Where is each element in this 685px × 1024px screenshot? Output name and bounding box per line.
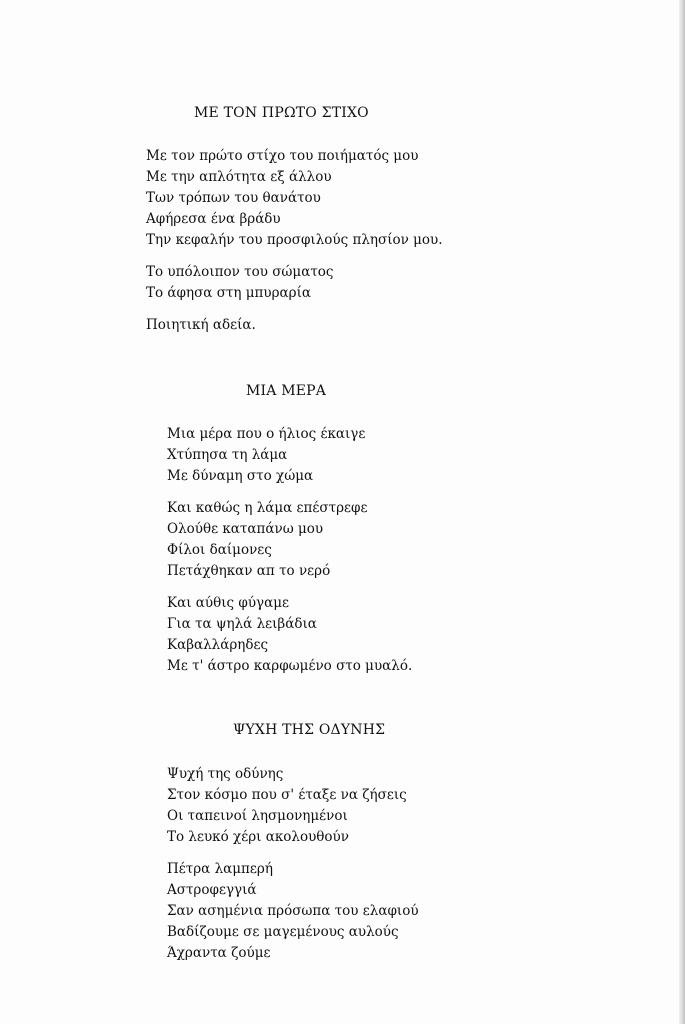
poem-line: Με την απλότητα εξ άλλου bbox=[146, 169, 332, 185]
poem-title: ΜΕ ΤΟΝ ΠΡΩΤΟ ΣΤΙΧΟ bbox=[194, 105, 369, 121]
poem-line: Το λευκό χέρι ακολουθούν bbox=[167, 829, 349, 845]
stanza bbox=[167, 859, 419, 964]
poem-line: Το υπόλοιπον του σώματος bbox=[146, 264, 334, 280]
poem-line: Την κεφαλήν του προσφιλούς πλησίον μου. bbox=[146, 232, 443, 248]
poem-line: Άχραντα ζούμε bbox=[167, 945, 271, 961]
poem-line: Με δύναμη στο χώμα bbox=[167, 468, 314, 484]
stanza bbox=[146, 315, 443, 336]
poem-line: Πέτρα λαμπερή bbox=[167, 861, 273, 877]
poem-line: Στον κόσμο που σ' έταξε να ζήσεις bbox=[167, 787, 407, 803]
stanza bbox=[167, 424, 412, 487]
poem-line: Μια μέρα που ο ήλιος έκαιγε bbox=[167, 426, 366, 442]
poem-line: Και αύθις φύγαμε bbox=[167, 595, 289, 611]
poem-body bbox=[167, 764, 419, 975]
poem-line: Ποιητική αδεία. bbox=[146, 317, 256, 333]
stanza bbox=[146, 262, 443, 304]
poem-line: Με τ' άστρο καρφωμένο στο μυαλό. bbox=[167, 658, 413, 674]
poem-line: Χτύπησα τη λάμα bbox=[167, 447, 288, 463]
stanza bbox=[167, 764, 419, 848]
poem-line: Με τον πρώτο στίχο του ποιήματός μου bbox=[146, 148, 419, 164]
poem-line: Αφήρεσα ένα βράδυ bbox=[146, 211, 281, 227]
page-edge-shadow bbox=[679, 0, 685, 1024]
poem-line: Φίλοι δαίμονες bbox=[167, 542, 272, 558]
poem-line: Σαν ασημένια πρόσωπα του ελαφιού bbox=[167, 903, 419, 919]
poem-title: ΨΥΧΗ ΤΗΣ ΟΔΥΝΗΣ bbox=[233, 722, 386, 738]
poem-line: Πετάχθηκαν απ το νερό bbox=[167, 563, 331, 579]
poem-line: Οι ταπεινοί λησμονημένοι bbox=[167, 808, 348, 824]
poem-line: Καβαλλάρηδες bbox=[167, 637, 269, 653]
stanza bbox=[167, 498, 412, 582]
poem-body bbox=[167, 424, 412, 688]
poem-line: Των τρόπων του θανάτου bbox=[146, 190, 321, 206]
poem-line: Ολούθε καταπάνω μου bbox=[167, 521, 324, 537]
poem-line: Το άφησα στη μπυραρία bbox=[146, 285, 312, 301]
poem-line: Βαδίζουμε σε μαγεμένους αυλούς bbox=[167, 924, 399, 940]
poem-body bbox=[146, 146, 443, 347]
poem-title: ΜΙΑ ΜΕΡΑ bbox=[246, 383, 327, 399]
poem-line: Για τα ψηλά λειβάδια bbox=[167, 616, 317, 632]
poem-line: Ψυχή της οδύνης bbox=[167, 766, 284, 782]
stanza bbox=[167, 593, 412, 677]
stanza bbox=[146, 146, 443, 251]
poem-line: Και καθώς η λάμα επέστρεφε bbox=[167, 500, 368, 516]
poem-line: Αστροφεγγιά bbox=[167, 882, 257, 898]
